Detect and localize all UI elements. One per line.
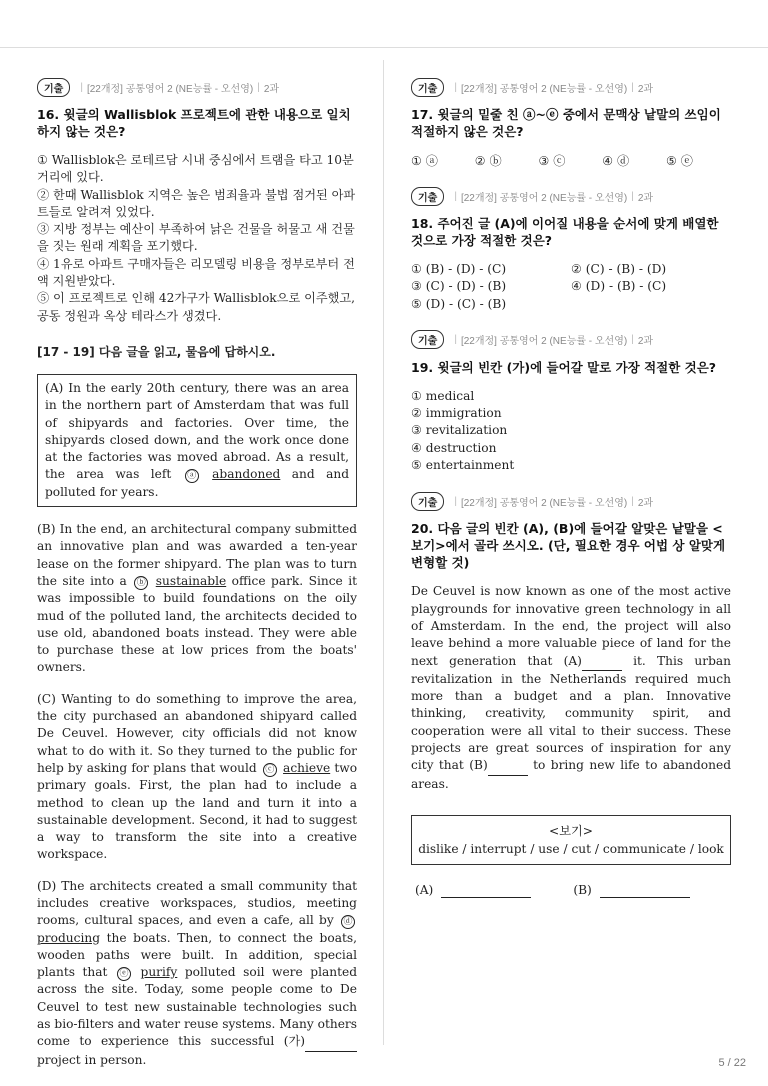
q20-passage: De Ceuvel is now known as one of the most active playgrounds for innovative green technology in all of Amsterdam. In the end, the project will also leave behind a more valuable piece of land for the next generation that (A) it. This urban revitalization in the Netherlands required much more than a budget and a plan. Innovative thinking, creativity, community spirit, and cooperation were all vital to their success. These projects are great sources of inspiration for any city that (B) to bring new life to abandoned areas.	[411, 584, 732, 791]
source-tag: 기출 | [22개정] 공통영어 2 (NE능률 - 오선영) | 2과	[411, 187, 731, 205]
bogi-words: dislike / interrupt / use / cut / communicate / look	[418, 841, 724, 856]
bogi-title: <보기>	[549, 823, 593, 838]
answer-line: (A) (B)	[411, 883, 731, 898]
underlined-word: purify	[140, 965, 178, 980]
section-heading: [17 - 19] 다음 글을 읽고, 물음에 답하시오.	[37, 344, 276, 359]
underlined-word: sustainable	[155, 573, 227, 588]
answer-a-field[interactable]	[441, 883, 531, 898]
column-divider	[383, 60, 384, 1045]
tag-source: [22개정] 공통영어 2 (NE능률 - 오선영)	[86, 83, 254, 95]
q16-option: ④ 1유로 아파트 구매자들은 리모델링 비용을 정부로부터 전액 지원받았다.	[37, 256, 355, 289]
passage-d: (D) The architects created a small community that includes creative workspaces, studios, meeting rooms, cultural spaces, and even a cafe, all by ⓓ producing the boats. Then, to connect the boats, wooden paths were built. In addition, special plants that ⓔ purify polluted soil were planted across the site. Today, some people come to De Ceuvel to test new sustainable technologies such as bio-filters and water reuse systems. Many others come to experience this successful (가) project in person.	[37, 878, 357, 1067]
left-column	[37, 78, 357, 1069]
q16-option: ⑤ 이 프로젝트로 인해 42가구가 Wallisblok으로 이주했고, 공동 정원과 옥상 테라스가 생겼다.	[37, 291, 356, 323]
source-tag: 기출 | [22개정] 공통영어 2 (NE능률 - 오선영) | 2과	[411, 78, 731, 96]
mark-a: ⓐ	[185, 469, 199, 483]
right-column	[411, 78, 731, 898]
source-tag: 기출 | [22개정] 공통영어 2 (NE능률 - 오선영) | 2과	[411, 331, 731, 349]
tag-lesson: 2과	[263, 83, 280, 95]
answer-b-field[interactable]	[600, 883, 690, 898]
passage-c: (C) Wanting to do something to improve the area, the city purchased an abandoned shipyard called De Ceuvel. However, city officials did not know what to do with it. So they turned to the public for help by asking for plans that would ⓒ achieve two primary goals. First, the plan had to include a method to clean up the land and turn it into a sustainable development. Second, it had to suggest a way to transform the site into a creative workspace.	[37, 691, 358, 862]
q17-title: 17. 윗글의 밑줄 친 ⓐ~ⓔ 중에서 문맥상 낱말의 쓰임이 적절하지 않은 것은?	[411, 107, 721, 139]
underlined-word: abandoned	[212, 467, 281, 482]
q19-options: ① medical ② immigration ③ revitalization ④ destruction ⑤ entertainment	[411, 388, 515, 473]
passage-b: (B) In the end, an architectural company submitted an innovative plan and was awarded a ten-year lease on the former shipyard. The plan was to turn the site into a ⓑ sustainable office park. Since it was impossible to build foundations on the oily mud of the polluted land, the architects decided to use old, abandoned boats instead. They were able to purchase these at low prices from the boats' owners.	[37, 522, 358, 675]
source-tag: 기출 | [22개정] 공통영어 2 (NE능률 - 오선영) | 2과	[37, 78, 357, 96]
page-number: 5 / 22	[718, 1057, 746, 1069]
mark-e: ⓔ	[117, 967, 131, 981]
q19-title: 19. 윗글의 빈칸 (가)에 들어갈 말로 가장 적절한 것은?	[411, 359, 717, 375]
q20-title: 20. 다음 글의 빈칸 (A), (B)에 들어갈 알맞은 낱말을 <보기>에서 골라 쓰시오. (단, 필요한 경우 어법 상 알맞게 변형할 것)	[411, 521, 726, 571]
underlined-word: producing	[37, 930, 100, 945]
bogi-box	[411, 815, 731, 865]
source-tag: 기출 | [22개정] 공통영어 2 (NE능률 - 오선영) | 2과	[411, 492, 731, 510]
passage-a: (A) In the early 20th century, there was an area in the northern part of Amsterdam that was full of shipyards and factories. Over time, the shipyards closed down, and the work once done at the factories was moved abroad. As a result, the area was left ⓐ abandoned and and polluted for years.	[37, 374, 357, 507]
q16-option: ② 한때 Wallisblok 지역은 높은 범죄율과 불법 점거된 아파트들로 알려져 있었다.	[37, 187, 356, 219]
q16-option: ① Wallisblok은 로테르담 시내 중심에서 트램을 타고 10분 거리에 있다.	[37, 153, 354, 185]
q16-options	[37, 152, 357, 325]
mark-d: ⓓ	[341, 915, 355, 929]
q18-options: ① (B) - (D) - (C) ② (C) - (B) - (D) ③ (C) - (D) - (B) ④ (D) - (B) - (C) ⑤ (D) - (C) - (B)	[411, 262, 667, 311]
underlined-word: achieve	[283, 760, 331, 775]
blank-ga	[305, 1033, 357, 1051]
q17-options: ① ⓐ ② ⓑ ③ ⓒ ④ ⓓ ⑤ ⓔ	[411, 154, 693, 168]
mark-b: ⓑ	[134, 576, 148, 590]
blank-b	[488, 757, 528, 775]
q18-title: 18. 주어진 글 (A)에 이어질 내용을 순서에 맞게 배열한 것으로 가장 적절한 것은?	[411, 216, 719, 248]
q16-title: 16. 윗글의 Wallisblok 프로젝트에 관한 내용으로 일치하지 않는 것은?	[37, 107, 351, 139]
mark-c: ⓒ	[263, 763, 277, 777]
top-rule	[0, 47, 768, 48]
q16-option: ③ 지방 정부는 예산이 부족하여 낡은 건물을 허물고 새 건물을 짓는 원래 계획을 포기했다.	[37, 222, 355, 254]
blank-a	[582, 653, 622, 671]
tag-pill: 기출	[37, 78, 70, 97]
